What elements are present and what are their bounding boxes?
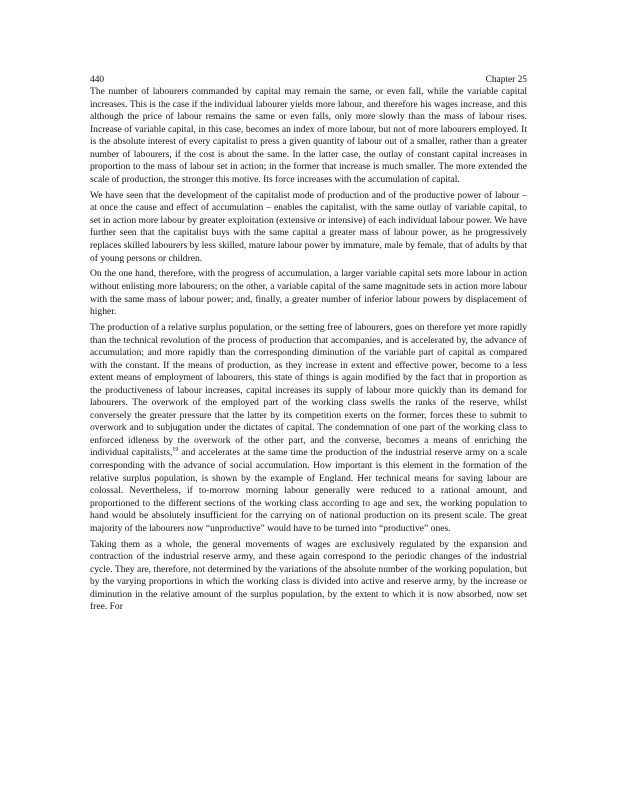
body-text	[90, 86, 527, 617]
paragraph-4	[90, 322, 527, 535]
paragraph-2: We have seen that the development of the capitalist mode of production and of the productive power of labour – at once the cause and effect of accumulation – enables the capitalist, with the same outlay of variable capital, to set in action more labour by greater exploitation (extensive or intensive) of each individual labour power. We have further seen that the capitalist buys with the same capital a greater mass of labour power, as he progressively replaces skilled labourers by less skilled, mature labour power by immature, male by female, that of adults by that of young persons or children.	[90, 189, 528, 264]
running-header	[90, 74, 527, 86]
paragraph-1: The number of labourers commanded by capital may remain the same, or even fall, while the variable capital increases. This is the case if the individual labourer yields more labour, and therefore his wages increase, and this although the price of labour remains the same or even falls, only more slowly than the mass of labour rises. Increase of variable capital, in this case, becomes an index of more labour, but not of more labourers employed. It is the absolute interest of every capitalist to press a given quantity of labour out of a smaller, rather than a greater number of labourers, if the cost is about the same. In the latter case, the outlay of constant capital increases in proportion to the mass of labour set in action; in the former that increase is much smaller. The more extended the scale of production, the stronger this motive. Its force increases with the accumulation of capital.	[90, 86, 527, 185]
chapter-title: Chapter 25	[485, 75, 527, 85]
paragraph-4-part-a: The production of a relative surplus population, or the setting free of labourers, goes on therefore yet more rapidly than the technical revolution of the process of production that accompanies, and is accelerated by, the advance of accumulation; and more rapidly than the corresponding diminution of the variable part of capital as compared with the constant. If the means of production, as they increase in extent and effective power, become to a less extent means of employment of labourers, this state of things is again modified by the fact that in proportion as the productiveness of labour increases, capital increases its supply of labour more quickly than its demand for labourers. The overwork of the employed part of the working class swells the ranks of the reserve, whilst conversely the greater pressure that the latter by its competition exerts on the former, forces these to submit to overwork and to subjugation under the dictates of capital. The condemnation of one part of the working class to enforced idleness by the overwork of the other part, and the converse, becomes a means of enriching the individual capitalists,	[90, 322, 527, 459]
page-number: 440	[90, 75, 105, 85]
paragraph-3: On the one hand, therefore, with the progress of accumulation, a larger variable capital sets more labour in action without enlisting more labourers; on the other, a variable capital of the same magnitude sets in action more labour with the same mass of labour power; and, finally, a greater number of inferior labour powers by displacement of higher.	[90, 268, 527, 318]
paragraph-5: Taking them as a whole, the general movements of wages are exclusively regulated by the expansion and contraction of the industrial reserve army, and these again correspond to the periodic changes of the industrial cycle. They are, therefore, not determined by the variations of the absolute number of the working population, but by the varying proportions in which the working class is divided into active and reserve army, by the increase or diminution in the relative amount of the surplus population, by the extent to which it is now absorbed, now set free. For	[90, 538, 527, 613]
footnote-marker[interactable]: 19	[172, 447, 179, 454]
paragraph-4-part-b: and accelerates at the same time the production of the industrial reserve army on a scale corresponding with the advance of social accumulation. How important is this element in the formation of the relative surplus population, is shown by the example of England. Her technical means for saving labour are colossal. Nevertheless, if to-morrow morning labour generally were reduced to a rational amount, and proportioned to the different sections of the working class according to age and sex, the working population to hand would be absolutely insufficient for the carrying on of national production on its present scale. The great majority of the labourers now “unproductive” would have to be turned into “productive” ones.	[90, 447, 527, 534]
